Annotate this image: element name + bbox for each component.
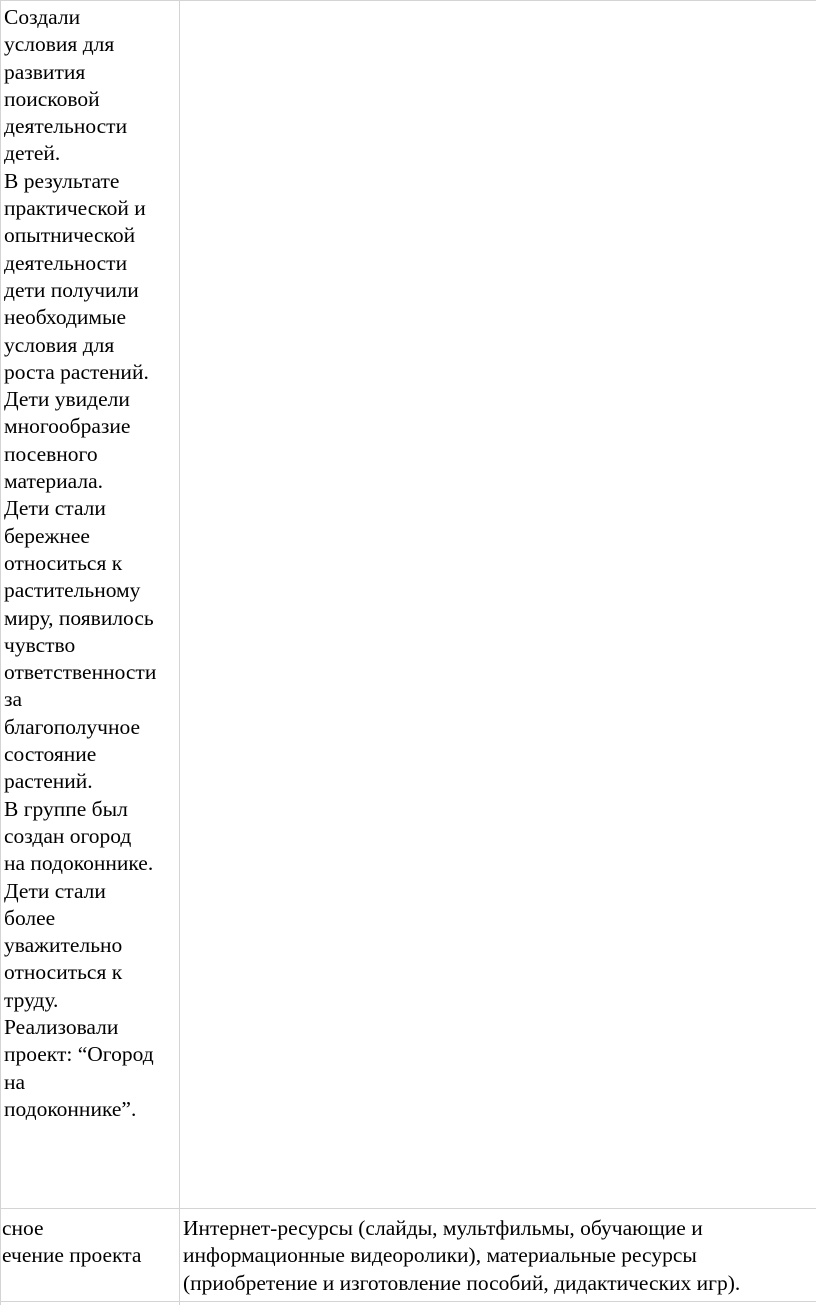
cell-line: сное: [2, 1216, 44, 1240]
cell-line: более: [4, 905, 56, 930]
cell-line: Создали: [4, 5, 81, 29]
cell-line: проект: “Огород: [4, 1042, 154, 1067]
table-column-divider: [179, 0, 180, 1305]
cell-line: условия для: [4, 32, 115, 57]
cell-line: создан огород: [4, 823, 132, 848]
cell-line: детей.: [4, 141, 61, 166]
resource-support-text: [183, 1215, 740, 1297]
cell-line: миру, появилось: [4, 605, 154, 630]
cell-line: на: [4, 1069, 26, 1094]
cell-line: труду.: [4, 987, 59, 1012]
cell-line: ечение проекта: [2, 1243, 142, 1268]
cell-line: на подоконнике.: [4, 851, 154, 876]
cell-line: относиться к: [4, 960, 123, 985]
cell-line: практической и: [4, 196, 146, 221]
table-left-border: [0, 0, 1, 1305]
cell-line: дети получили: [4, 277, 139, 302]
cell-line: поисковой: [4, 86, 100, 111]
cell-line: опытнической: [4, 223, 136, 248]
cell-line: Дети увидели: [4, 387, 130, 412]
resource-support-label: [2, 1215, 141, 1270]
cell-line: развития: [4, 59, 86, 84]
cell-line: Интернет-ресурсы (слайды, мультфильмы, обучающие и: [183, 1216, 703, 1240]
cell-line: ответственности: [4, 660, 157, 685]
cell-line: материала.: [4, 469, 104, 494]
cell-line: В результате: [4, 168, 120, 193]
cell-line: Дети стали: [4, 496, 106, 521]
cell-line: Реализовали: [4, 1014, 119, 1039]
cell-line: информационные видеоролики), материальные ресурсы: [183, 1243, 697, 1268]
cell-line: посевного: [4, 441, 98, 466]
cell-line: необходимые: [4, 305, 127, 330]
cell-line: (приобретение и изготовление пособий, дидактических игр).: [183, 1270, 741, 1295]
cell-line: подоконнике”.: [4, 1096, 137, 1121]
cell-line: растений.: [4, 769, 93, 794]
cell-line: благополучное: [4, 714, 141, 739]
cell-line: Дети стали: [4, 878, 106, 903]
cell-line: растительному: [4, 578, 141, 603]
table-top-border: [0, 0, 816, 1]
cell-line: многообразие: [4, 414, 131, 439]
cell-line: роста растений.: [4, 359, 149, 384]
cell-line: чувство: [4, 632, 76, 657]
cell-line: В группе был: [4, 796, 128, 821]
cell-line: за: [4, 687, 23, 712]
cell-line: уважительно: [4, 933, 123, 958]
cell-line: деятельности: [4, 114, 128, 139]
cell-line: бережнее: [4, 523, 90, 548]
table-row-divider: [0, 1208, 816, 1209]
table-bottom-border: [0, 1301, 816, 1302]
cell-line: условия для: [4, 332, 115, 357]
cell-line: деятельности: [4, 250, 128, 275]
results-cell-text: [4, 4, 156, 1123]
cell-line: состояние: [4, 742, 97, 767]
cell-line: относиться к: [4, 550, 123, 575]
